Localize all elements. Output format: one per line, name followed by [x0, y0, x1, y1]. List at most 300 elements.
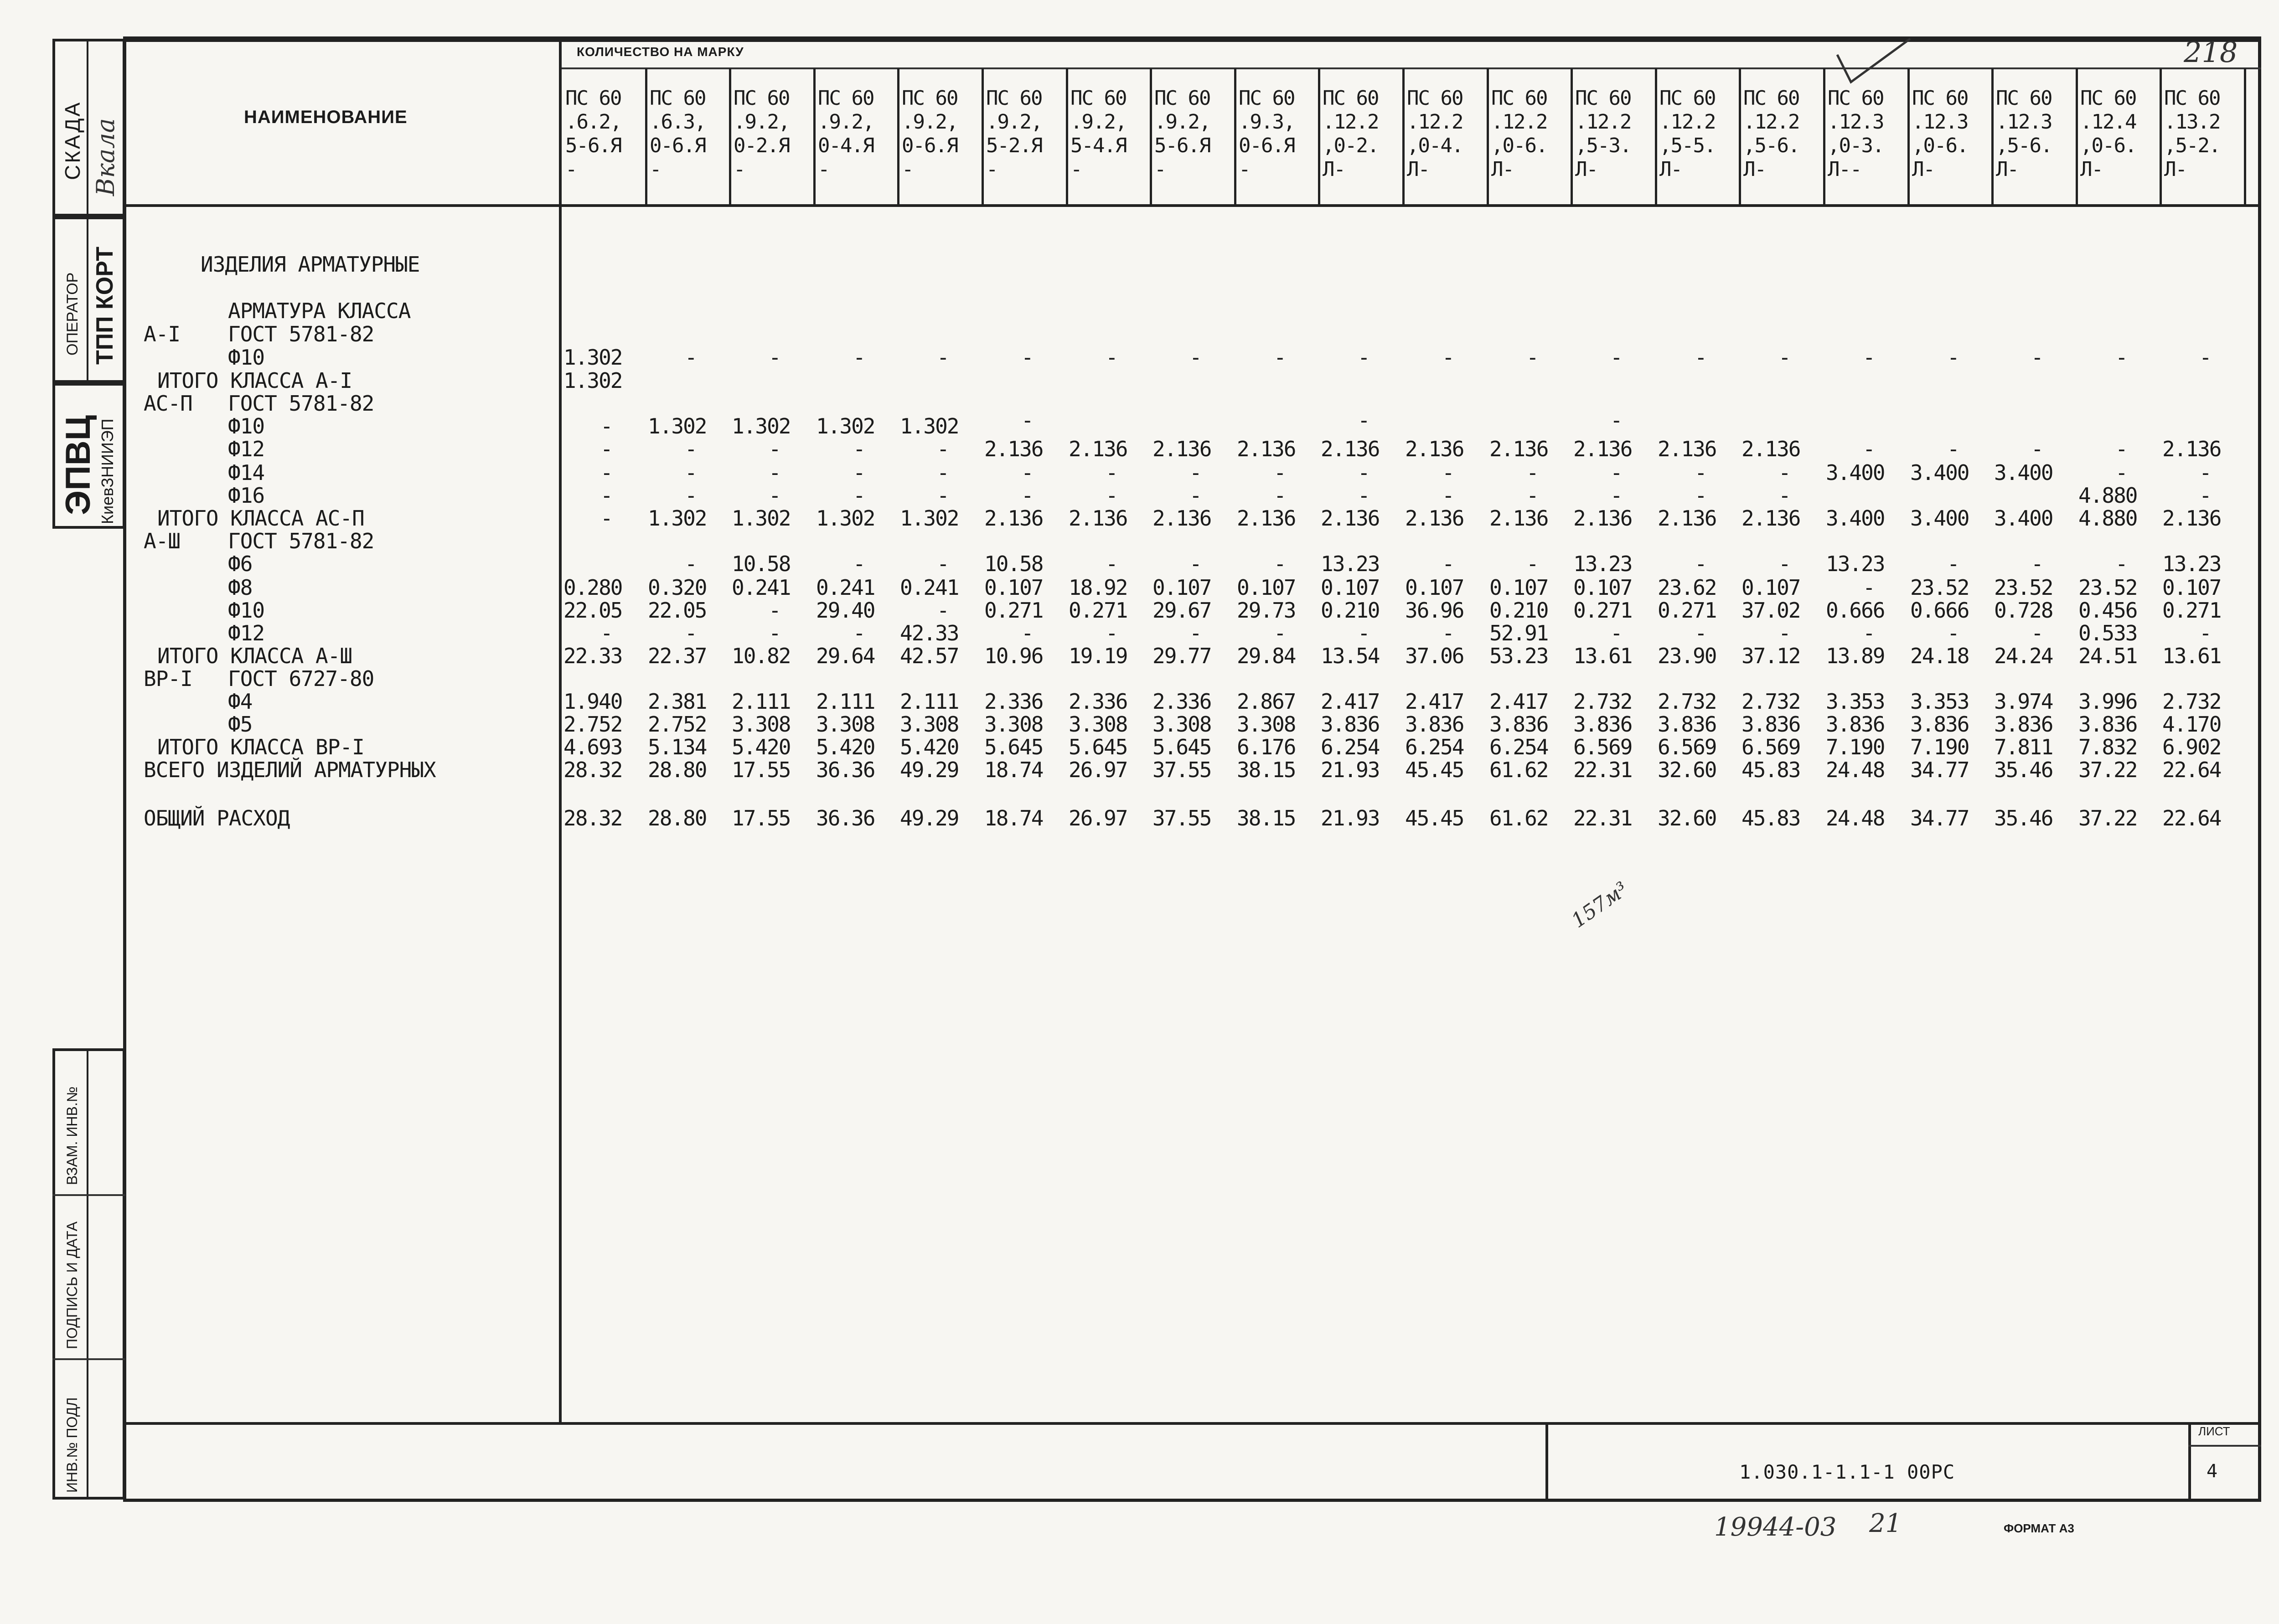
table-cell: -: [853, 621, 865, 645]
table-cell: -: [1778, 345, 1790, 370]
table-cell: 1.302: [816, 414, 875, 438]
column-header-line: ПС 60: [1407, 87, 1463, 110]
table-cell: -: [1947, 621, 1959, 645]
column-header-line: ,0-3.: [1828, 134, 1884, 157]
column-header-line: Л-: [1491, 158, 1514, 181]
header-bottom-line: [123, 204, 2261, 207]
section-title: ИЗДЕЛИЯ АРМАТУРНЫЕ: [201, 252, 420, 277]
title-block-line: [123, 1422, 2261, 1425]
table-cell: 5.134: [648, 735, 707, 759]
stamp-inv-box: [52, 1048, 125, 1500]
ac2-class: АС-П: [144, 391, 192, 416]
table-cell: 1.302: [563, 345, 622, 370]
table-cell: 3.974: [1994, 689, 2053, 714]
table-cell: 6.569: [1658, 735, 1716, 759]
table-cell: 0.241: [900, 575, 959, 600]
table-cell: 3.353: [1826, 689, 1885, 714]
table-cell: 6.569: [1742, 735, 1800, 759]
table-cell: 61.62: [1489, 806, 1548, 830]
column-separator: [1318, 68, 1320, 205]
table-cell: 37.02: [1742, 598, 1800, 623]
table-cell: -: [1947, 552, 1959, 576]
table-cell: -: [1863, 437, 1875, 461]
table-cell: 61.62: [1489, 758, 1548, 782]
table-cell: 2.111: [816, 689, 875, 714]
table-cell: 4.693: [563, 735, 622, 759]
column-header-line: ПС 60: [1491, 87, 1547, 110]
table-cell: 2.732: [1658, 689, 1716, 714]
table-cell: 24.48: [1826, 806, 1885, 830]
column-header-line: ПС 60: [650, 87, 706, 110]
table-cell: 52.91: [1489, 621, 1548, 645]
table-cell: -: [1526, 460, 1538, 485]
column-header-line: .9.3,: [1239, 110, 1295, 134]
a3-f12: Ф12: [228, 621, 265, 645]
table-cell: 22.05: [648, 598, 707, 623]
table-cell: -: [600, 460, 612, 485]
table-cell: -: [600, 621, 612, 645]
table-cell: 1.940: [563, 689, 622, 714]
format-label: ФОРМАТ А3: [2004, 1521, 2074, 1535]
column-header-line: -: [1239, 158, 1250, 181]
table-cell: -: [937, 345, 949, 370]
table-cell: 45.45: [1405, 806, 1464, 830]
table-cell: 7.832: [2078, 735, 2137, 759]
column-header-line: -: [565, 158, 577, 181]
column-header-line: Л-: [1575, 158, 1597, 181]
table-cell: -: [1863, 575, 1875, 600]
table-cell: 1.302: [648, 506, 707, 531]
table-cell: 0.107: [1405, 575, 1464, 600]
column-header-line: -: [902, 158, 913, 181]
table-cell: -: [1695, 552, 1706, 576]
table-cell: 37.55: [1152, 758, 1211, 782]
table-cell: 6.569: [1573, 735, 1632, 759]
table-cell: 10.96: [984, 644, 1043, 668]
table-cell: 29.67: [1152, 598, 1211, 623]
column-separator: [1823, 68, 1825, 205]
table-cell: 2.381: [648, 689, 707, 714]
table-cell: -: [1442, 552, 1454, 576]
column-header-line: .13.2: [2164, 110, 2220, 134]
column-header-line: 0-4.Я: [818, 134, 874, 157]
table-cell: 0.107: [984, 575, 1043, 600]
table-cell: -: [1695, 460, 1706, 485]
stamp-podpis: ПОДПИСЬ И ДАТА: [64, 1221, 80, 1349]
table-cell: 23.62: [1658, 575, 1716, 600]
table-cell: 3.308: [900, 712, 959, 737]
table-cell: 0.271: [1069, 598, 1127, 623]
table-cell: 2.136: [1152, 506, 1211, 531]
table-cell: -: [1695, 621, 1706, 645]
table-cell: 24.18: [1910, 644, 1969, 668]
table-cell: -: [685, 552, 697, 576]
table-cell: 2.136: [1069, 506, 1127, 531]
table-cell: 2.136: [1658, 506, 1716, 531]
table-cell: -: [1526, 552, 1538, 576]
table-cell: 2.336: [1069, 689, 1127, 714]
column-header-line: ПС 60: [818, 87, 874, 110]
table-cell: -: [1526, 345, 1538, 370]
column-header-line: ПС 60: [1659, 87, 1716, 110]
column-header-line: ,5-2.: [2164, 134, 2220, 157]
column-header-line: -: [650, 158, 661, 181]
table-cell: 2.136: [984, 506, 1043, 531]
vr1-gost: ГОСТ 6727-80: [228, 666, 374, 691]
table-cell: 23.52: [2078, 575, 2137, 600]
table-cell: 24.24: [1994, 644, 2053, 668]
column-header-line: -: [1154, 158, 1166, 181]
column-header-line: ,0-6.: [1491, 134, 1547, 157]
table-cell: 37.55: [1152, 806, 1211, 830]
table-cell: 37.22: [2078, 806, 2137, 830]
stamp-epvc: ЭПВЦ: [59, 415, 98, 515]
column-header-line: Л-: [1659, 158, 1682, 181]
column-header-line: ПС 60: [1996, 87, 2052, 110]
table-cell: 29.84: [1237, 644, 1296, 668]
table-cell: 1.302: [900, 506, 959, 531]
table-cell: -: [2199, 460, 2211, 485]
qty-label: КОЛИЧЕСТВО НА МАРКУ: [577, 45, 744, 59]
title-block-sep: [1545, 1422, 1548, 1502]
table-cell: 3.836: [2078, 712, 2137, 737]
table-cell: 3.308: [1069, 712, 1127, 737]
table-cell: 2.336: [1152, 689, 1211, 714]
table-cell: 45.45: [1405, 758, 1464, 782]
table-cell: 2.136: [1573, 506, 1632, 531]
table-cell: -: [769, 437, 780, 461]
table-cell: 2.136: [1237, 506, 1296, 531]
ac2-f12: Ф12: [228, 437, 265, 461]
table-cell: 34.77: [1910, 806, 1969, 830]
table-cell: 10.82: [732, 644, 791, 668]
table-cell: -: [600, 414, 612, 438]
table-cell: -: [937, 460, 949, 485]
table-cell: 6.254: [1321, 735, 1380, 759]
table-cell: 2.136: [1152, 437, 1211, 461]
table-cell: 0.456: [2078, 598, 2137, 623]
table-cell: 0.271: [2162, 598, 2221, 623]
table-cell: 10.58: [984, 552, 1043, 576]
table-cell: 28.32: [563, 758, 622, 782]
table-cell: -: [1189, 621, 1201, 645]
table-cell: -: [1778, 552, 1790, 576]
table-cell: 29.40: [816, 598, 875, 623]
table-cell: 2.136: [984, 437, 1043, 461]
table-cell: -: [1358, 460, 1369, 485]
table-cell: 22.33: [563, 644, 622, 668]
column-header-line: .9.2,: [734, 110, 790, 134]
table-cell: -: [937, 437, 949, 461]
armatura-label: АРМАТУРА КЛАССА: [228, 299, 411, 323]
a3-class: А-Ш: [144, 529, 181, 553]
table-cell: -: [1358, 621, 1369, 645]
stamp-inv: ИНВ.№ ПОДЛ: [64, 1397, 80, 1493]
table-cell: 2.111: [732, 689, 791, 714]
table-cell: -: [600, 506, 612, 531]
table-cell: -: [1358, 345, 1369, 370]
table-cell: 45.83: [1742, 758, 1800, 782]
column-header-line: ,5-6.: [1996, 134, 2052, 157]
column-header-line: Л-: [2164, 158, 2186, 181]
name-header: НАИМЕНОВАНИЕ: [244, 107, 408, 127]
table-cell: -: [1778, 483, 1790, 508]
list-label: ЛИСТ: [2198, 1424, 2230, 1438]
column-header-line: ПС 60: [2080, 87, 2136, 110]
table-cell: 1.302: [900, 414, 959, 438]
table-cell: 2.336: [984, 689, 1043, 714]
handwritten-note: 157м³: [1567, 877, 1633, 933]
table-cell: 3.400: [1910, 460, 1969, 485]
table-cell: -: [1274, 552, 1286, 576]
table-cell: 13.89: [1826, 644, 1885, 668]
column-separator: [813, 68, 816, 205]
table-cell: 3.836: [1573, 712, 1632, 737]
stamp-inv-divider: [87, 1048, 88, 1500]
table-cell: 23.52: [1994, 575, 2053, 600]
table-cell: 2.136: [1742, 506, 1800, 531]
table-cell: 26.97: [1069, 758, 1127, 782]
column-header-line: Л-: [1996, 158, 2018, 181]
table-cell: 0.728: [1994, 598, 2053, 623]
table-cell: 18.74: [984, 806, 1043, 830]
table-cell: 13.23: [1573, 552, 1632, 576]
column-header-line: .12.4: [2080, 110, 2136, 134]
table-cell: 4.170: [2162, 712, 2221, 737]
column-header-line: 5-4.Я: [1070, 134, 1127, 157]
column-header-line: ПС 60: [902, 87, 958, 110]
ac2-f16: Ф16: [228, 483, 265, 508]
table-cell: 3.400: [1994, 506, 2053, 531]
column-header-line: -: [1070, 158, 1082, 181]
table-cell: 1.302: [648, 414, 707, 438]
table-cell: 7.811: [1994, 735, 2053, 759]
column-separator: [1066, 68, 1068, 205]
table-cell: -: [1274, 483, 1286, 508]
column-header-line: .9.2,: [1154, 110, 1210, 134]
column-separator: [897, 68, 899, 205]
table-cell: 36.36: [816, 806, 875, 830]
table-cell: -: [2199, 621, 2211, 645]
column-header-line: .12.3: [1996, 110, 2052, 134]
table-cell: 6.902: [2162, 735, 2221, 759]
table-cell: 19.19: [1069, 644, 1127, 668]
table-cell: 28.80: [648, 758, 707, 782]
table-cell: 21.93: [1321, 758, 1380, 782]
table-cell: 5.645: [1152, 735, 1211, 759]
table-cell: -: [685, 460, 697, 485]
table-cell: 0.107: [1152, 575, 1211, 600]
table-cell: 3.836: [1321, 712, 1380, 737]
column-separator: [2160, 68, 2162, 205]
column-header-line: ПС 60: [1743, 87, 1799, 110]
table-cell: 3.400: [1826, 506, 1885, 531]
column-header-line: ПС 60: [1154, 87, 1210, 110]
column-header-line: .12.2: [1407, 110, 1463, 134]
column-header-line: ПС 60: [565, 87, 621, 110]
table-cell: 24.48: [1826, 758, 1885, 782]
table-cell: 32.60: [1658, 806, 1716, 830]
table-cell: 21.93: [1321, 806, 1380, 830]
table-cell: -: [1526, 483, 1538, 508]
column-separator: [2076, 68, 2078, 205]
table-cell: -: [1274, 460, 1286, 485]
ac2-f14: Ф14: [228, 460, 265, 485]
table-cell: -: [1021, 408, 1033, 433]
table-cell: 0.271: [1658, 598, 1716, 623]
table-cell: -: [1695, 483, 1706, 508]
table-cell: -: [1610, 483, 1622, 508]
table-cell: 6.176: [1237, 735, 1296, 759]
table-cell: -: [2115, 345, 2127, 370]
a3-gost: ГОСТ 5781-82: [228, 529, 374, 553]
table-cell: 3.400: [1994, 460, 2053, 485]
table-cell: 3.836: [1994, 712, 2053, 737]
table-cell: 29.73: [1237, 598, 1296, 623]
table-cell: -: [1106, 483, 1117, 508]
table-cell: -: [853, 345, 865, 370]
vr1-class: ВР-I: [144, 666, 192, 691]
vr1-f5: Ф5: [228, 712, 253, 737]
table-cell: 2.136: [1742, 437, 1800, 461]
itogo-a3: ИТОГО КЛАССА А-Ш: [157, 644, 352, 668]
table-cell: 0.533: [2078, 621, 2137, 645]
column-separator: [729, 68, 731, 205]
table-cell: 1.302: [816, 506, 875, 531]
table-cell: 24.51: [2078, 644, 2137, 668]
table-cell: 32.60: [1658, 758, 1716, 782]
column-separator: [1234, 68, 1236, 205]
table-cell: 0.107: [1573, 575, 1632, 600]
table-cell: 3.400: [1826, 460, 1885, 485]
table-cell: 3.308: [732, 712, 791, 737]
table-cell: 45.83: [1742, 806, 1800, 830]
table-cell: 22.64: [2162, 806, 2221, 830]
column-header-line: ,5-5.: [1659, 134, 1716, 157]
table-cell: -: [769, 345, 780, 370]
table-cell: 3.400: [1910, 506, 1969, 531]
table-cell: 42.33: [900, 621, 959, 645]
table-cell: 2.136: [1237, 437, 1296, 461]
table-cell: 2.752: [648, 712, 707, 737]
stamp-line-b: [52, 1358, 125, 1360]
table-cell: -: [1106, 460, 1117, 485]
table-cell: 22.31: [1573, 806, 1632, 830]
table-cell: -: [853, 437, 865, 461]
table-cell: -: [2031, 552, 2043, 576]
table-cell: 0.210: [1489, 598, 1548, 623]
table-cell: 2.732: [1573, 689, 1632, 714]
table-cell: 26.97: [1069, 806, 1127, 830]
column-header-line: Л-: [1323, 158, 1345, 181]
table-cell: 2.417: [1405, 689, 1464, 714]
doc-code: 1.030.1-1.1-1 00РС: [1739, 1461, 1955, 1483]
column-header-line: .6.2,: [565, 110, 621, 134]
table-cell: 7.190: [1826, 735, 1885, 759]
table-cell: 2.136: [1405, 506, 1464, 531]
table-cell: 28.80: [648, 806, 707, 830]
table-cell: -: [1778, 621, 1790, 645]
table-cell: 5.645: [984, 735, 1043, 759]
table-cell: 2.136: [1069, 437, 1127, 461]
table-cell: -: [1442, 460, 1454, 485]
table-cell: 0.107: [1742, 575, 1800, 600]
name-col-separator: [559, 39, 562, 1424]
table-cell: -: [1442, 621, 1454, 645]
stamp-signature: Вкала: [91, 118, 120, 196]
table-cell: -: [2199, 483, 2211, 508]
table-cell: -: [1863, 621, 1875, 645]
column-header-line: .12.2: [1743, 110, 1799, 134]
table-cell: -: [769, 483, 780, 508]
table-cell: 6.254: [1489, 735, 1548, 759]
column-header-line: Л-: [1743, 158, 1766, 181]
column-header-line: Л-: [2080, 158, 2103, 181]
table-cell: -: [769, 598, 780, 623]
table-cell: -: [685, 437, 697, 461]
table-cell: -: [1778, 460, 1790, 485]
table-cell: 3.308: [816, 712, 875, 737]
stamp-vzam: ВЗАМ. ИНВ.№: [64, 1086, 80, 1185]
table-cell: -: [853, 460, 865, 485]
table-cell: 13.23: [1321, 552, 1380, 576]
table-cell: -: [1021, 483, 1033, 508]
table-cell: -: [937, 598, 949, 623]
bottom-suffix: 21: [1869, 1509, 1902, 1538]
table-cell: -: [937, 552, 949, 576]
a1-class: А-I: [144, 322, 181, 346]
table-cell: 0.280: [563, 575, 622, 600]
table-cell: 38.15: [1237, 758, 1296, 782]
column-header-line: 0-6.Я: [902, 134, 958, 157]
table-cell: 22.31: [1573, 758, 1632, 782]
column-header-line: .9.2,: [986, 110, 1042, 134]
table-cell: -: [769, 460, 780, 485]
table-cell: 49.29: [900, 806, 959, 830]
vsego-label: ВСЕГО ИЗДЕЛИЙ АРМАТУРНЫХ: [144, 758, 436, 782]
table-cell: 53.23: [1489, 644, 1548, 668]
column-header-line: .12.2: [1575, 110, 1631, 134]
table-cell: 36.96: [1405, 598, 1464, 623]
column-header-line: ПС 60: [2164, 87, 2220, 110]
table-cell: 4.880: [2078, 483, 2137, 508]
vr1-f4: Ф4: [228, 689, 253, 714]
table-cell: 3.353: [1910, 689, 1969, 714]
column-header-line: 5-6.Я: [565, 134, 621, 157]
table-cell: 3.996: [2078, 689, 2137, 714]
table-cell: 3.836: [1826, 712, 1885, 737]
table-cell: 22.05: [563, 598, 622, 623]
column-header-line: -: [734, 158, 745, 181]
a1-f10: Ф10: [228, 345, 265, 370]
table-cell: -: [1947, 345, 1959, 370]
column-separator: [1402, 68, 1405, 205]
table-cell: -: [2115, 437, 2127, 461]
column-header-line: ПС 60: [1323, 87, 1379, 110]
check-mark-icon: [1833, 36, 1915, 87]
table-cell: 1.302: [732, 506, 791, 531]
table-cell: 42.57: [900, 644, 959, 668]
table-cell: -: [1610, 621, 1622, 645]
table-cell: 1.302: [563, 368, 622, 393]
column-separator: [1907, 68, 1910, 205]
table-cell: 0.271: [984, 598, 1043, 623]
itogo-a1: ИТОГО КЛАССА А-I: [157, 368, 352, 393]
table-cell: 7.190: [1910, 735, 1969, 759]
column-header-line: ПС 60: [1239, 87, 1295, 110]
stamp-divider: [87, 39, 88, 217]
table-cell: -: [1106, 621, 1117, 645]
